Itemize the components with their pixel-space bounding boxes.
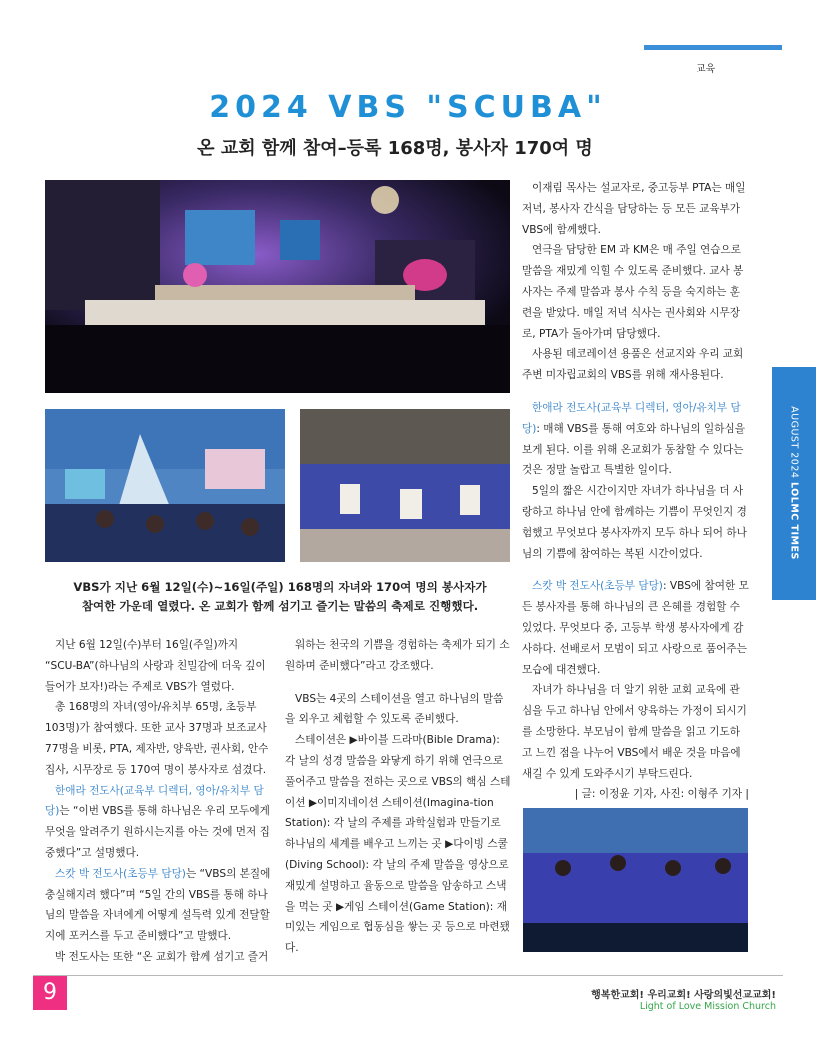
- quote-text: 는 “이번 VBS를 통해 하나님은 우리 모두에게 무엇을 알려주기 원하시는지를 아는 것에 먼저 집중했다”고 설명했다.: [45, 805, 270, 859]
- paragraph: VBS는 4곳의 스테이션을 열고 하나님의 말씀을 외우고 체험할 수 있도록 준비했다.: [285, 692, 504, 726]
- vbs-performance-photo: [523, 808, 748, 952]
- paragraph: 지난 6월 12일(수)부터 16일(주일)까지 “SCU-BA”(하나님의 사랑과 친밀감에 더욱 깊이 들어가 보자!)라는 주제로 VBS가 열렸다.: [45, 639, 266, 693]
- paragraph: 사용된 데코레이션 용품은 선교지와 우리 교회 주변 미자립교회의 VBS를 위해 재사용된다.: [522, 348, 744, 382]
- section-tag: 교육: [696, 64, 716, 75]
- speaker-name: 스캇 박 전도사(초등부 담당): [55, 867, 186, 880]
- side-tab: [772, 367, 816, 600]
- article-title: 2024 VBS "SCUBA": [209, 90, 607, 125]
- side-tab-label: [789, 406, 800, 560]
- photo-credit: | 글: 이정윤 기자, 사진: 이형주 기자 |: [574, 788, 749, 801]
- caption-line: 참여한 가운데 열렸다. 온 교회가 함께 섬기고 즐기는 말씀의 축제로 진행했다.: [81, 599, 479, 613]
- footer-slogan: 행복한교회! 우리교회! 사랑의빛선교교회!: [591, 990, 776, 1001]
- paragraph: 스테이션은 ▶바이블 드라마(Bible Drama): 각 날의 성경 말씀을 와닿게 하기 위해 연극으로 풀어주고 말씀을 전하는 곳으로 VBS의 핵심 스테이션 ▶이미지네이션 스테이션(Imagina-tion Station): 각 날의 주제를 과학실험과 만들기로 하나님의 세계를 배우고 느끼는 곳 ▶다이빙 스쿨(Diving School): 각 날의 주제 말씀을 영상으로 재밌게 설명하고 율동으로 말씀을 암송하고 스낵을 먹는 곳 ▶게임 스테이션(Game Station): 재미있는 게임으로 협동심을 쌓는 곳 등으로 마련됐다.: [285, 734, 511, 955]
- article-subtitle: 온 교회 함께 참여–등록 168명, 봉사자 170여 명: [197, 138, 593, 159]
- paragraph: 총 168명의 자녀(영아/유치부 65명, 초등부 103명)가 참여했다. 또한 교사 37명과 보조교사 77명을 비롯, PTA, 제자반, 양육반, 권사회, 안수집사, 시무장로 등 170여 명이 봉사자로 섬겼다.: [45, 701, 269, 776]
- paragraph: 워하는 천국의 기쁨을 경험하는 축제가 되기 소원하며 준비했다”라고 강조했다.: [285, 639, 510, 672]
- paragraph: 박 전도사는 또한 “온 교회가 함께 섬기고 즐거: [55, 950, 269, 963]
- speaker-name: 한애라 전도사(교육부 디렉터, 영아/유치부 담당): [522, 401, 741, 435]
- publication-name: LOLMC TIMES: [788, 481, 800, 560]
- paragraph: 자녀가 하나님을 더 알기 위한 교회 교육에 관심을 두고 하나님 안에서 양육하는 가정이 되시기를 소망한다. 부모님이 함께 말씀을 읽고 기도하고 느낀 점을 나누어 VBS에서 배운 것을 마음에 새길 수 있게 도와주시기 부탁드린다.: [522, 684, 747, 780]
- paragraph: 이재림 목사는 설교자로, 중고등부 PTA는 매일 저녁, 봉사자 간식을 담당하는 등 모든 교육부가 VBS에 함께했다.: [522, 182, 746, 236]
- header-rule: [644, 45, 782, 50]
- footer-church-name: Light of Love Mission Church: [639, 1001, 776, 1012]
- paragraph: [522, 576, 749, 680]
- paragraph: 연극을 담당한 EM 과 KM은 매 주일 연습으로 말씀을 재밌게 익힐 수 있도록 준비했다. 교사 봉사자는 주제 말씀과 봉사 수칙 등을 숙지하는 훈련을 받았다. 매일 저녁 식사는 권사회와 시무장로, PTA가 돌아가며 담당했다.: [522, 244, 744, 340]
- article-column-3: [522, 178, 749, 805]
- speaker-name: 스캇 박 전도사(초등부 담당): [532, 580, 663, 593]
- paragraph: 5일의 짧은 시간이지만 자녀가 하나님을 더 사랑하고 하나님 안에 함께하는 기쁨이 무엇인지 경험했고 무엇보다 봉사자까지 모두 하나 되어 하나님의 기쁨에 참여하는 복된 시간이었다.: [522, 485, 747, 560]
- vbs-kids-photo: [45, 409, 285, 562]
- photo-caption: [45, 578, 515, 616]
- article-column-2: [285, 635, 511, 959]
- quote-text: 는 “VBS의 본질에 충실해지려 했다”며 “5일 간의 VBS를 통해 하나님의 말씀을 자녀에게 어떻게 설득력 있게 전달할지에 포커스를 두고 준비했다”고 말했다.: [45, 867, 271, 943]
- issue-date: AUGUST 2024: [788, 406, 800, 479]
- vbs-dance-photo: [300, 409, 510, 562]
- vbs-stage-photo: [45, 180, 510, 393]
- page-number: 9: [33, 976, 67, 1010]
- speaker-name: 한애라 전도사(교육부 디렉터, 영아/유치부 담당): [45, 784, 264, 818]
- paragraph: [45, 781, 272, 864]
- caption-line: VBS가 지난 6월 12일(수)~16일(주일) 168명의 자녀와 170여 명의 봉사자가: [73, 580, 487, 594]
- footer-rule: [33, 975, 783, 976]
- paragraph: [45, 864, 272, 947]
- quote-text: : VBS에 참여한 모든 봉사자를 통해 하나님의 큰 은혜를 경험할 수 있었다. 무엇보다 중, 고등부 학생 봉사자에게 감사하다. 선배로서 모범이 되고 사랑으로 품어주는 모습에 대견했다.: [522, 580, 749, 676]
- article-column-1: [45, 635, 272, 968]
- quote-text: : 매해 VBS를 통해 여호와 하나님의 일하심을 보게 된다. 이를 위해 온교회가 동참할 수 있다는 것은 정말 놀랍고 특별한 일이다.: [522, 422, 745, 477]
- paragraph: [522, 398, 749, 481]
